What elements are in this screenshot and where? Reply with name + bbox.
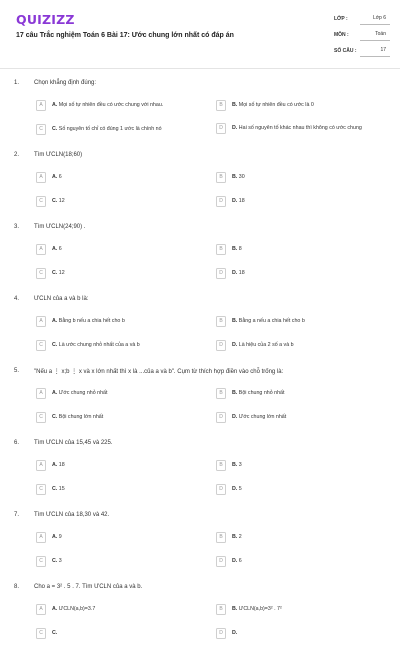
option-badge: B — [216, 388, 226, 399]
answer-option-b[interactable] — [216, 168, 376, 186]
option-text: 12 — [58, 269, 65, 276]
option-letter: A. — [52, 605, 58, 612]
option-badge: C — [36, 412, 46, 423]
answer-option-a[interactable] — [36, 240, 196, 258]
option-letter: D. — [232, 629, 238, 636]
answer-option-c[interactable] — [36, 408, 196, 426]
meta-value: Toán — [360, 30, 390, 41]
option-badge: D — [216, 556, 226, 567]
option-badge: C — [36, 268, 46, 279]
answer-option-b[interactable] — [216, 600, 376, 618]
option-label — [52, 270, 65, 277]
option-letter: A. — [52, 533, 58, 540]
worksheet-title: 17 câu Trắc nghiệm Toán 6 Bài 17: Ước chung lớn nhất có đáp án — [16, 32, 234, 39]
answer-option-a[interactable] — [36, 312, 196, 330]
answer-option-c[interactable] — [36, 624, 196, 642]
meta-value: Lớp 6 — [360, 14, 390, 25]
option-label — [232, 414, 286, 421]
answer-option-b[interactable] — [216, 384, 376, 402]
option-text: Là ước chung nhỏ nhất của a và b — [58, 341, 140, 348]
option-letter: D. — [232, 124, 238, 131]
option-letter: C. — [52, 197, 58, 204]
option-text: Mọi số tự nhiên đều có ước là 0 — [238, 101, 314, 108]
option-letter: D. — [232, 197, 238, 204]
answer-option-b[interactable] — [216, 312, 376, 330]
option-label — [232, 486, 242, 493]
option-letter: B. — [232, 101, 238, 108]
option-badge: A — [36, 100, 46, 111]
option-letter: D. — [232, 557, 238, 564]
option-label — [52, 318, 125, 325]
option-letter: D. — [232, 341, 238, 348]
option-badge: D — [216, 412, 226, 423]
option-text: Bằng b nếu a chia hết cho b — [58, 317, 125, 324]
option-label — [232, 246, 242, 253]
option-letter: A. — [52, 101, 58, 108]
option-badge: D — [216, 123, 226, 134]
answer-option-d[interactable] — [216, 552, 376, 570]
option-label — [232, 125, 362, 132]
option-badge: A — [36, 532, 46, 543]
question-number: 6. — [14, 440, 20, 446]
option-label — [52, 342, 140, 349]
meta-value: 17 — [360, 46, 390, 57]
option-label — [52, 102, 163, 109]
option-letter: B. — [232, 173, 238, 180]
meta-count — [334, 46, 390, 60]
option-letter: B. — [232, 605, 238, 612]
option-badge: D — [216, 628, 226, 639]
answer-option-d[interactable] — [216, 624, 376, 642]
option-label — [52, 126, 162, 133]
question-item — [0, 578, 400, 650]
meta-label: LỚP : — [334, 16, 348, 22]
option-letter: A. — [52, 461, 58, 468]
option-label — [232, 606, 282, 613]
option-letter: B. — [232, 389, 238, 396]
answer-option-c[interactable] — [36, 480, 196, 498]
answer-option-b[interactable] — [216, 96, 376, 114]
option-label — [52, 246, 62, 253]
option-badge: C — [36, 124, 46, 135]
question-item — [0, 74, 400, 146]
option-badge: B — [216, 532, 226, 543]
option-text: 30 — [238, 173, 245, 180]
answer-option-b[interactable] — [216, 240, 376, 258]
question-text: "Nếu a ⋮ x;b ⋮ x và x lớn nhất thì x là ...của a và b". Cụm từ thích hợp điền vào chỗ trống là: — [34, 369, 284, 375]
question-text: ƯCLN của a và b là: — [34, 296, 89, 302]
option-text: 5 — [238, 485, 242, 492]
question-number: 4. — [14, 296, 20, 302]
option-badge: C — [36, 484, 46, 495]
option-label — [52, 390, 107, 397]
option-letter: A. — [52, 173, 58, 180]
option-badge: A — [36, 388, 46, 399]
option-letter: C. — [52, 413, 58, 420]
question-text: Tìm ƯCLN của 15,45 và 225. — [34, 440, 113, 446]
option-letter: A. — [52, 389, 58, 396]
answer-option-d[interactable] — [216, 408, 376, 426]
answer-option-d[interactable] — [216, 480, 376, 498]
meta-class — [334, 14, 390, 28]
header-divider — [0, 68, 400, 69]
question-number: 3. — [14, 224, 20, 230]
option-label — [52, 486, 65, 493]
option-badge: B — [216, 244, 226, 255]
option-label — [232, 270, 245, 277]
meta-label: SỐ CÂU : — [334, 48, 357, 54]
option-label — [232, 462, 242, 469]
option-text: ƯCLN(a,b)=3² . 7² — [238, 605, 282, 612]
option-letter: B. — [232, 245, 238, 252]
option-badge: B — [216, 172, 226, 183]
option-label — [232, 558, 242, 565]
answer-option-c[interactable] — [36, 336, 196, 354]
question-item — [0, 434, 400, 506]
option-label — [52, 558, 62, 565]
option-label — [52, 174, 62, 181]
question-item — [0, 362, 400, 434]
option-badge: D — [216, 268, 226, 279]
option-label — [52, 414, 103, 421]
answer-option-a[interactable] — [36, 168, 196, 186]
option-letter: C. — [52, 341, 58, 348]
option-text: 15 — [58, 485, 65, 492]
worksheet-header — [0, 0, 400, 64]
option-letter: A. — [52, 317, 58, 324]
option-text: Hai số nguyên tố khác nhau thì không có ước chung — [238, 124, 362, 131]
option-letter: D. — [232, 269, 238, 276]
option-label — [52, 606, 95, 613]
option-badge: B — [216, 316, 226, 327]
answer-option-a[interactable] — [36, 456, 196, 474]
option-letter: C. — [52, 629, 58, 636]
question-number: 8. — [14, 584, 20, 590]
option-text: Số nguyên tố chỉ có đúng 1 ước là chính nó — [58, 125, 162, 132]
option-badge: A — [36, 172, 46, 183]
option-text: 18 — [238, 269, 245, 276]
answer-option-b[interactable] — [216, 456, 376, 474]
option-letter: B. — [232, 461, 238, 468]
option-letter: D. — [232, 485, 238, 492]
option-badge: D — [216, 196, 226, 207]
option-text: 18 — [238, 197, 245, 204]
option-label — [232, 630, 237, 637]
option-letter: D. — [232, 413, 238, 420]
question-item — [0, 290, 400, 362]
answer-option-d[interactable] — [216, 192, 376, 210]
question-text: Chọn khẳng định đúng: — [34, 80, 97, 86]
question-number: 1. — [14, 80, 20, 86]
option-label — [232, 102, 314, 109]
option-text: 2 — [238, 533, 242, 540]
option-text: ƯCLN(a,b)=3.7 — [58, 605, 96, 612]
answer-option-b[interactable] — [216, 528, 376, 546]
option-text: Bằng a nếu a chia hết cho b — [238, 317, 305, 324]
option-badge: D — [216, 340, 226, 351]
option-badge: A — [36, 604, 46, 615]
meta-subject — [334, 30, 390, 44]
option-text: Mọi số tự nhiên đều có ước chung với nhau. — [58, 101, 164, 108]
answer-option-a[interactable] — [36, 384, 196, 402]
option-text: 6 — [238, 557, 242, 564]
option-text: Bội chung nhỏ nhất — [238, 389, 285, 396]
question-text: Tìm ƯCLN của 18,30 và 42. — [34, 512, 110, 518]
option-text: 3 — [58, 557, 62, 564]
option-letter: B. — [232, 533, 238, 540]
option-badge: B — [216, 604, 226, 615]
option-badge: A — [36, 460, 46, 471]
option-label — [52, 534, 62, 541]
option-letter: C. — [52, 557, 58, 564]
option-label — [232, 318, 305, 325]
option-label — [232, 174, 245, 181]
option-text: 12 — [58, 197, 65, 204]
option-text: 9 — [58, 533, 62, 540]
option-letter: C. — [52, 269, 58, 276]
question-text: Tìm ƯCLN(24;90) . — [34, 224, 86, 230]
option-label — [52, 630, 57, 637]
option-label — [232, 198, 245, 205]
option-badge: B — [216, 460, 226, 471]
answer-option-c[interactable] — [36, 264, 196, 282]
question-item — [0, 218, 400, 290]
option-text: Ước chung nhỏ nhất — [58, 389, 108, 396]
option-label — [52, 462, 65, 469]
answer-option-d[interactable] — [216, 118, 376, 138]
question-item — [0, 146, 400, 218]
option-badge: A — [36, 244, 46, 255]
option-badge: C — [36, 340, 46, 351]
answer-option-d[interactable] — [216, 336, 376, 354]
option-text: 6 — [58, 173, 62, 180]
option-label — [232, 534, 242, 541]
option-text: 18 — [58, 461, 65, 468]
answer-option-c[interactable] — [36, 192, 196, 210]
option-badge: B — [216, 100, 226, 111]
option-label — [232, 342, 294, 349]
answer-option-a[interactable] — [36, 96, 196, 114]
option-badge: C — [36, 196, 46, 207]
quizizz-logo: QUIZIZZ — [16, 12, 75, 27]
answer-option-a[interactable] — [36, 600, 196, 618]
option-label — [52, 198, 65, 205]
option-text: 3 — [238, 461, 242, 468]
option-badge: C — [36, 556, 46, 567]
question-list — [0, 74, 400, 650]
question-text: Cho a = 3² . 5 . 7. Tìm ƯCLN của a và b. — [34, 584, 143, 590]
option-text: Ước chung lớn nhất — [238, 413, 287, 420]
option-text: Là hiệu của 2 số a và b — [238, 341, 294, 348]
option-badge: A — [36, 316, 46, 327]
option-letter: A. — [52, 245, 58, 252]
option-badge: D — [216, 484, 226, 495]
answer-option-a[interactable] — [36, 528, 196, 546]
meta-label: MÔN : — [334, 32, 349, 38]
option-text: 8 — [238, 245, 242, 252]
answer-option-c[interactable] — [36, 552, 196, 570]
question-number: 5. — [14, 368, 20, 374]
answer-option-c[interactable] — [36, 120, 196, 138]
option-letter: B. — [232, 317, 238, 324]
question-text: Tìm ƯCLN(18;60) — [34, 152, 83, 158]
question-item — [0, 506, 400, 578]
answer-option-d[interactable] — [216, 264, 376, 282]
option-badge: C — [36, 628, 46, 639]
question-number: 2. — [14, 152, 20, 158]
option-text: 6 — [58, 245, 62, 252]
option-letter: C. — [52, 125, 58, 132]
option-text: Bội chung lớn nhất — [58, 413, 104, 420]
question-number: 7. — [14, 512, 20, 518]
option-letter: C. — [52, 485, 58, 492]
option-label — [232, 390, 284, 397]
